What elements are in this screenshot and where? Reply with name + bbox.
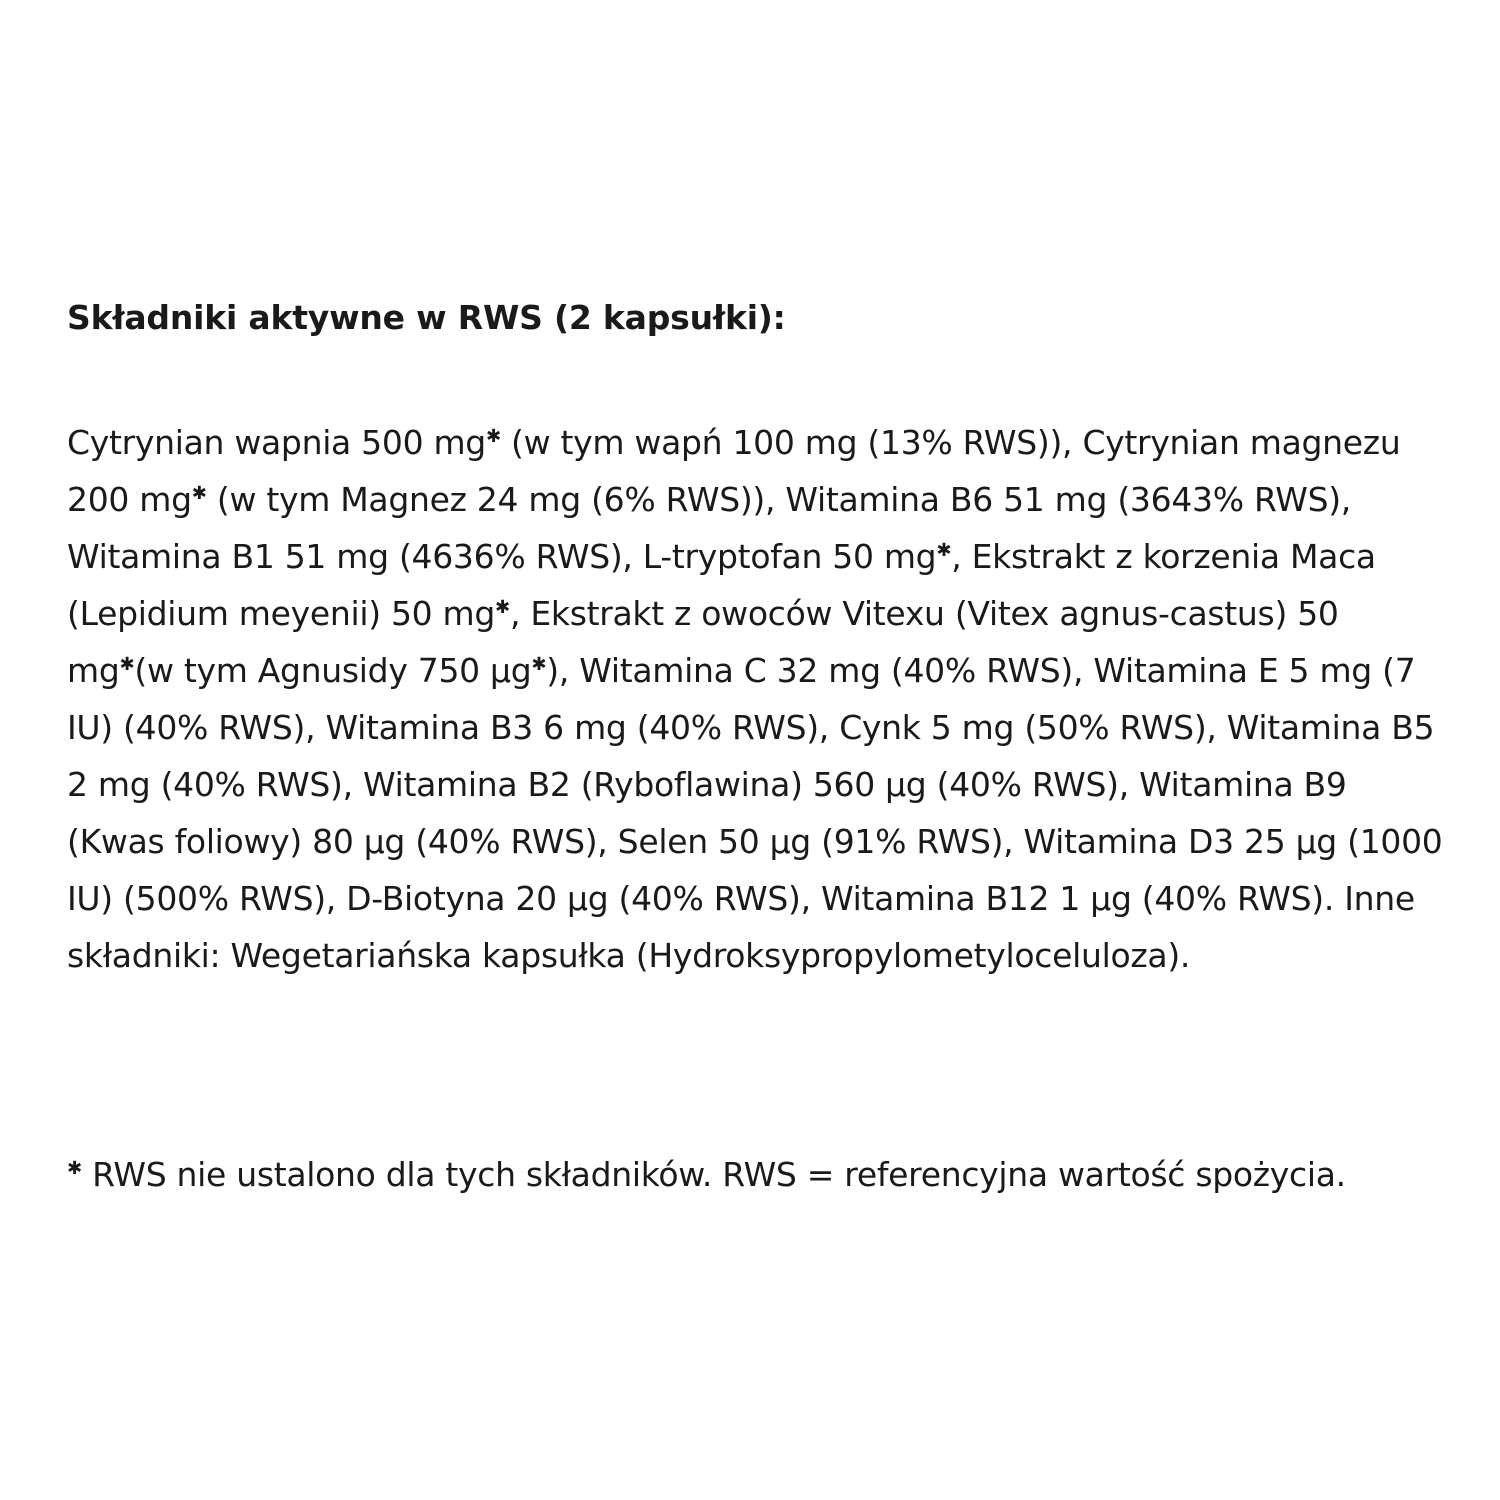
footnote-marker-icon: ✱ xyxy=(119,654,135,675)
footnote-marker-icon: ✱ xyxy=(191,483,207,504)
rws-footnote xyxy=(67,1146,1467,1203)
text-run: Cytrynian wapnia 500 mg xyxy=(67,423,486,462)
text-run: (w tym wapń 100 mg (13% RWS)), Cytrynian magnezu 200 mg xyxy=(67,423,1401,519)
text-run: , Ekstrakt z owoców Vitexu (Vitex agnus-castus) 50 mg xyxy=(67,594,1339,690)
footnote-marker-icon: ✱ xyxy=(531,654,547,675)
ingredients-paragraph xyxy=(67,414,1445,984)
text-run: (w tym Magnez 24 mg (6% RWS)), Witamina B6 51 mg (3643% RWS), Witamina B1 51 mg (4636% RWS), L-tryptofan 50 mg xyxy=(67,480,1351,576)
footnote-marker-icon: ✱ xyxy=(936,540,952,561)
footnote-marker-icon: ✱ xyxy=(495,597,510,618)
text-run: ), Witamina C 32 mg (40% RWS), Witamina E 5 mg (7 IU) (40% RWS), Witamina B3 6 mg (40% RWS), Cynk 5 mg (50% RWS), Witamina B5 2 mg (40% RWS), Witamina B2 (Ryboflawina) 560 µg (40% RWS), Witamina B9 (Kwas foliowy) 80 µg (40% RWS), Selen 50 µg (91% RWS), Witamina D3 25 µg (1000 IU) (500% RWS), D-Biotyna 20 µg (40% RWS), Witamina B12 1 µg (40% RWS). Inne składniki: Wegetariańska kapsułka (Hydroksypropylometyloceluloza). xyxy=(67,651,1443,975)
footnote-marker-icon: ✱ xyxy=(485,426,501,447)
footnote-marker-icon: ✱ xyxy=(67,1158,82,1179)
ingredients-heading: Składniki aktywne w RWS (2 kapsułki): xyxy=(67,298,786,337)
text-run: , Ekstrakt z korzenia Maca (Lepidium meyenii) 50 mg xyxy=(67,537,1376,633)
text-run: (w tym Agnusidy 750 µg xyxy=(134,651,532,690)
text-run: RWS nie ustalono dla tych składników. RWS = referencyjna wartość spożycia. xyxy=(81,1155,1346,1194)
